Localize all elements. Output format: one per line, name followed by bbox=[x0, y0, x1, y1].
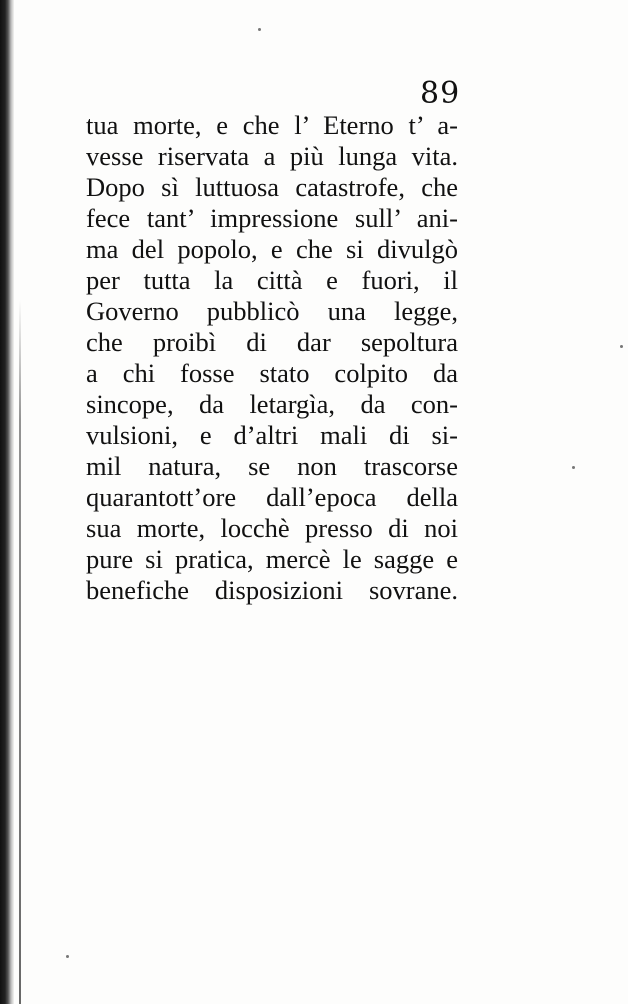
page-number: 89 bbox=[420, 76, 461, 111]
text-line: vesse riservata a più lunga vita. bbox=[86, 141, 458, 171]
text-line: vulsioni, e d’altri mali di si- bbox=[86, 420, 458, 450]
body-text bbox=[86, 110, 458, 606]
text-line: mil natura, se non trascorse bbox=[86, 451, 458, 481]
text-line: benefiche disposizioni sovrane. bbox=[86, 575, 458, 605]
paper-speck bbox=[620, 345, 623, 348]
text-line: sua morte, locchè presso di noi bbox=[86, 513, 458, 543]
text-line: per tutta la città e fuori, il bbox=[86, 265, 458, 295]
text-line: Dopo sì luttuosa catastrofe, che bbox=[86, 172, 458, 202]
text-line: fece tant’ impressione sull’ ani- bbox=[86, 203, 458, 233]
paper-speck bbox=[572, 466, 575, 469]
text-line: pure si pratica, mercè le sagge e bbox=[86, 544, 458, 574]
text-line: ma del popolo, e che si divulgò bbox=[86, 234, 458, 264]
page-binding-shadow bbox=[19, 300, 21, 1004]
text-line: tua morte, e che l’ Eterno t’ a- bbox=[86, 110, 458, 140]
paper-speck bbox=[258, 28, 261, 31]
text-line: a chi fosse stato colpito da bbox=[86, 358, 458, 388]
page-binding-edge bbox=[0, 0, 14, 1004]
text-line: Governo pubblicò una legge, bbox=[86, 296, 458, 326]
text-line: quarantott’ore dall’epoca della bbox=[86, 482, 458, 512]
paper-speck bbox=[66, 955, 69, 958]
text-line: che proibì di dar sepoltura bbox=[86, 327, 458, 357]
text-line: sincope, da letargìa, da con- bbox=[86, 389, 458, 419]
